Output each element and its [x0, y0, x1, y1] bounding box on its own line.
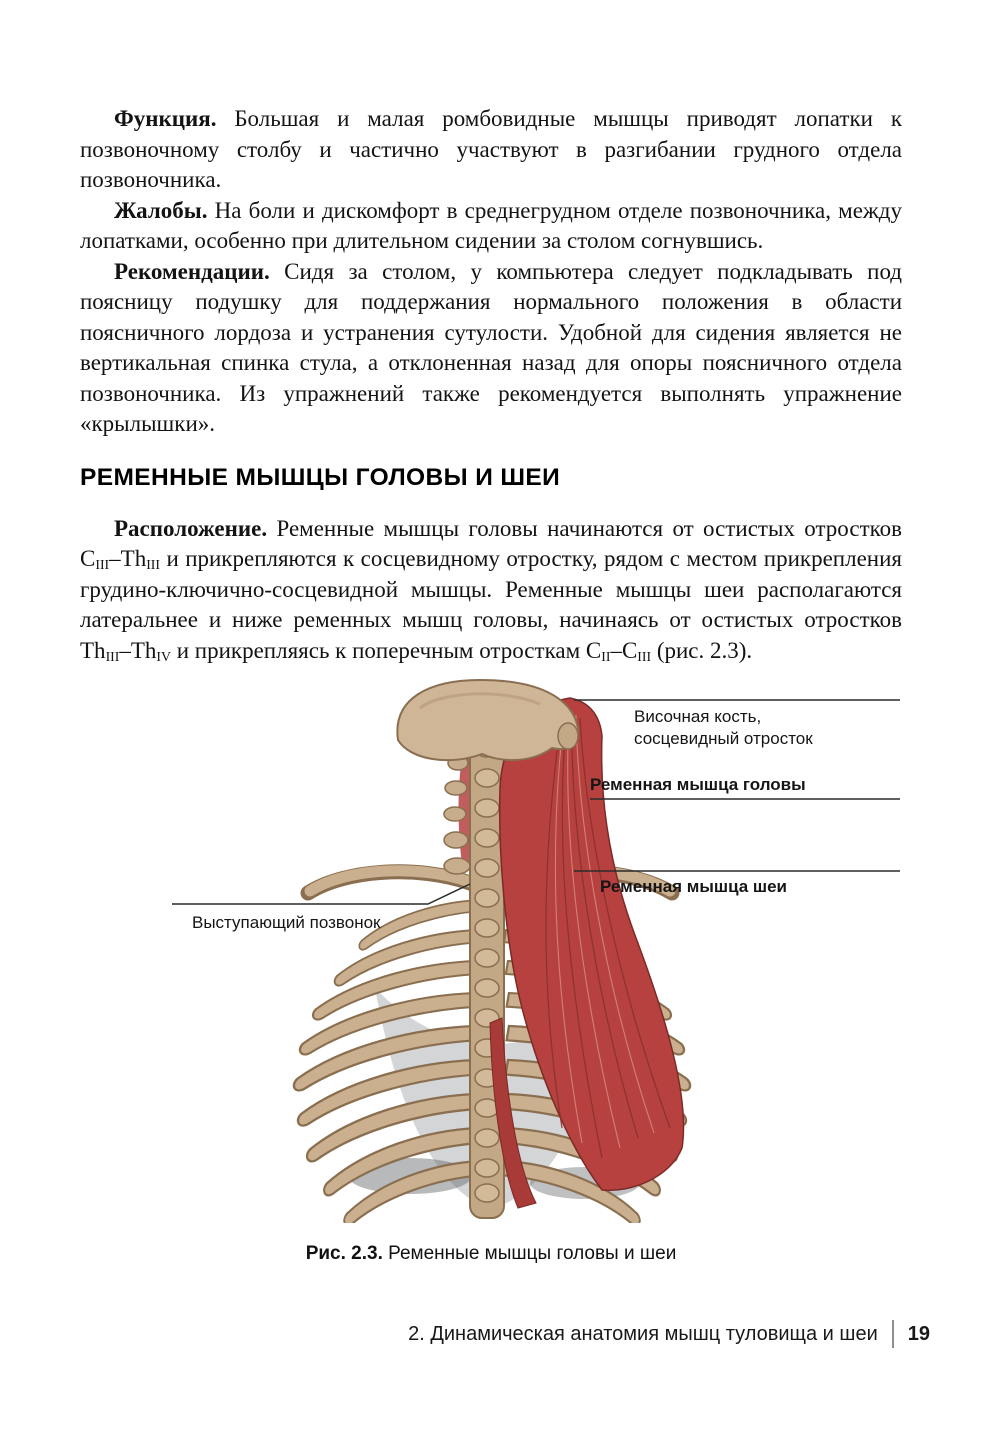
paragraph-location-lead: Расположение.	[114, 515, 268, 541]
page-footer	[408, 1320, 930, 1348]
footer-divider	[892, 1320, 894, 1348]
page-number: 19	[907, 1322, 930, 1345]
paragraph-recommendations	[80, 257, 902, 440]
figure-2-3	[80, 678, 902, 1265]
paragraph-recommendations-text: Сидя за столом, у компьютера следует подкладывать под поясницу подушку для поддержания нормального положения в области поясничного лордоза и устранения сутулости. Удобной для сидения является не вертикальная спинка стула, а отклоненная назад для опоры поясничного отдела позвоночника. Из упражнений также рекомендуется выполнять упражнение «крылышки».	[80, 258, 902, 436]
paragraph-function-lead: Функция.	[114, 106, 217, 131]
figure-caption-text: Ременные мышцы головы и шеи	[382, 1243, 677, 1264]
anatomy-illustration	[170, 678, 900, 1223]
figure-caption	[80, 1243, 902, 1265]
label-temporal-line2: сосцевидный отросток	[634, 729, 813, 748]
paragraph-recommendations-lead: Рекомендации.	[114, 258, 270, 284]
label-splenius-capitis: Ременная мышца головы	[590, 775, 806, 794]
paragraph-function-text: Большая и малая ромбовидные мышцы приводят лопатки к позвоночному столбу и частично участвуют в разгибании грудного отдела позвоночника.	[80, 106, 902, 192]
paragraph-location	[80, 514, 902, 667]
paragraph-complaints-text: На боли и дискомфорт в среднегрудном отделе позвоночника, между лопатками, особенно при длительном сидении за столом согнувшись.	[80, 197, 902, 253]
section-heading: РЕМЕННЫЕ МЫШЦЫ ГОЛОВЫ И ШЕИ	[80, 463, 561, 491]
text-column	[80, 104, 902, 1265]
label-temporal-line1: Височная кость,	[634, 707, 762, 726]
skull	[397, 680, 578, 760]
paragraph-function	[80, 104, 902, 196]
label-splenius-cervicis: Ременная мышца шеи	[600, 877, 787, 896]
figure-caption-lead: Рис. 2.3.	[305, 1243, 383, 1264]
running-title: 2. Динамическая анатомия мышц туловища и шеи	[408, 1322, 878, 1345]
paragraph-complaints	[80, 196, 902, 257]
label-vertebra-prominens: Выступающий позвонок	[192, 913, 381, 932]
paragraph-location-text: Ременные мышцы головы начинаются от остистых отростков $C_{III}-Th_{III}$ и прикрепляются к сосцевидному отростку, рядом с местом прикрепления грудино-ключично-сосцевидной мышцы. Ременные мышцы шеи располагаются латеральнее и ниже ременных мышц головы, начинаясь от остистых отростков $Th_{III}-Th_{IV}$ и прикрепляясь к поперечным отросткам $C_{II}-C_{III}$ (рис. 2.3).	[80, 515, 902, 664]
mastoid-process	[558, 723, 578, 749]
paragraph-complaints-lead: Жалобы.	[114, 197, 208, 223]
